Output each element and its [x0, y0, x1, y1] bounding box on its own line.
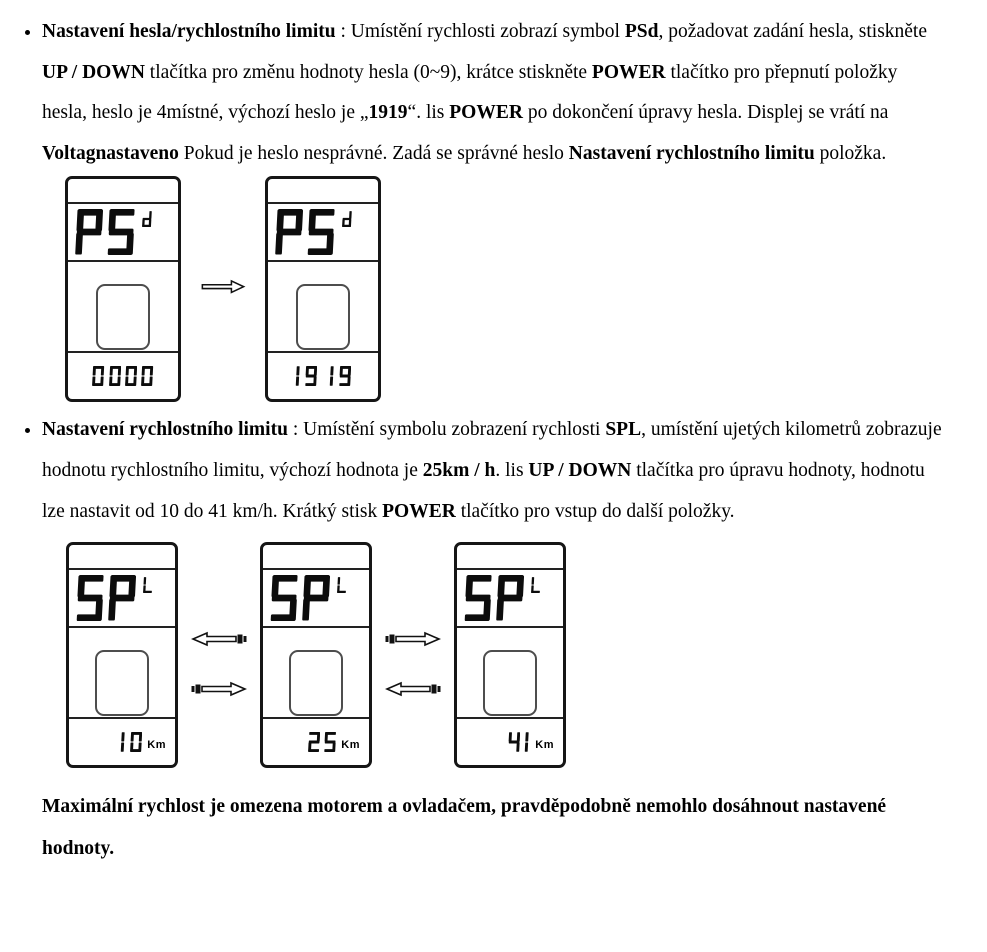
psd-suffix [342, 211, 352, 227]
lcd-value-section [457, 719, 563, 765]
lcd-value-section [69, 719, 175, 765]
lcd-display-spl-10 [66, 542, 178, 768]
speed-limit-setting-text: Nastavení rychlostního limitu : Umístění symbolu zobrazení rychlosti SPL, umístění ujetých kilometrů zobrazuje hodnotu rychlostního limitu, výchozí hodnota je 25km / h. lis UP / DOWN tlačítka pro úpravu hodnoty, hodnotu lze nastavit od 10 do 41 km/h. Krátký stisk POWER tlačítko pro vstup do další položky. [42, 419, 942, 522]
lcd-display-psd-entered [265, 176, 381, 402]
spl-symbol [270, 575, 331, 621]
lcd-display-spl-41 [454, 542, 566, 768]
password-value-1919 [295, 366, 352, 386]
lcd-top-band [263, 545, 369, 570]
lcd-mode-section [68, 204, 178, 262]
lcd-mode-section [69, 570, 175, 628]
password-setting-text: Nastavení hesla/rychlostního limitu : Umístění rychlosti zobrazí symbol PSd, požadovat zadání hesla, stiskněte UP / DOWN tlačítka pro změnu hodnoty hesla (0~9), krátce stiskněte POWER tlačítko pro přepnutí položky hesla, heslo je 4místné, výchozí heslo je „1919“. lis POWER po dokončení úpravy hesla. Displej se vrátí na Voltagnastaveno Pokud je heslo nesprávné. Zadá se správné heslo Nastavení rychlostního limitu položka. [42, 21, 928, 164]
spl-symbol [76, 575, 137, 621]
lcd-top-band [68, 179, 178, 204]
spl-diagram-row [66, 542, 947, 768]
lcd-digit-placeholder [96, 284, 150, 350]
lcd-mode-section [263, 570, 369, 628]
speed-value-41 [508, 732, 530, 752]
lcd-top-band [268, 179, 378, 204]
lcd-top-band [457, 545, 563, 570]
speed-value-10 [120, 732, 142, 752]
lcd-value-section [268, 353, 378, 399]
km-unit-label: Km [341, 739, 360, 752]
arrow-right-icon [200, 279, 246, 294]
lcd-display-psd-default [65, 176, 181, 402]
arrow-left-icon [385, 672, 441, 713]
password-value-0000 [92, 366, 153, 386]
bullet-list [0, 12, 987, 768]
psd-diagram-row [65, 176, 947, 402]
lcd-display-spl-25 [260, 542, 372, 768]
psd-suffix [142, 211, 152, 227]
spl-suffix [143, 577, 153, 593]
lcd-digit-placeholder [289, 650, 343, 716]
lcd-mode-section [268, 204, 378, 262]
speed-value-25 [308, 732, 337, 752]
lcd-speed-area [69, 628, 175, 719]
lcd-value-section [68, 353, 178, 399]
lcd-top-band [69, 545, 175, 570]
up-down-arrows-2 [385, 622, 441, 712]
spl-suffix [531, 577, 541, 593]
lcd-digit-placeholder [95, 650, 149, 716]
arrow-left-icon [191, 622, 247, 663]
psd-symbol [275, 209, 336, 255]
up-down-arrows-1 [191, 622, 247, 712]
spl-suffix [337, 577, 347, 593]
lcd-speed-area [268, 262, 378, 353]
lcd-mode-section [457, 570, 563, 628]
spl-symbol [464, 575, 525, 621]
lcd-digit-placeholder [296, 284, 350, 350]
lcd-digit-placeholder [483, 650, 537, 716]
km-unit-label: Km [147, 739, 166, 752]
bullet-item-speed-limit-setting [42, 410, 947, 768]
km-unit-label: Km [535, 739, 554, 752]
arrow-right-icon [191, 672, 247, 713]
lcd-speed-area [68, 262, 178, 353]
lcd-speed-area [263, 628, 369, 719]
max-speed-note: Maximální rychlost je omezena motorem a ovladačem, pravděpodobně nemohlo dosáhnout nastavené hodnoty. [42, 796, 887, 860]
bullet-item-password-setting [42, 12, 947, 402]
lcd-value-section [263, 719, 369, 765]
lcd-speed-area [457, 628, 563, 719]
arrow-right-icon [385, 622, 441, 663]
psd-symbol [75, 209, 136, 255]
